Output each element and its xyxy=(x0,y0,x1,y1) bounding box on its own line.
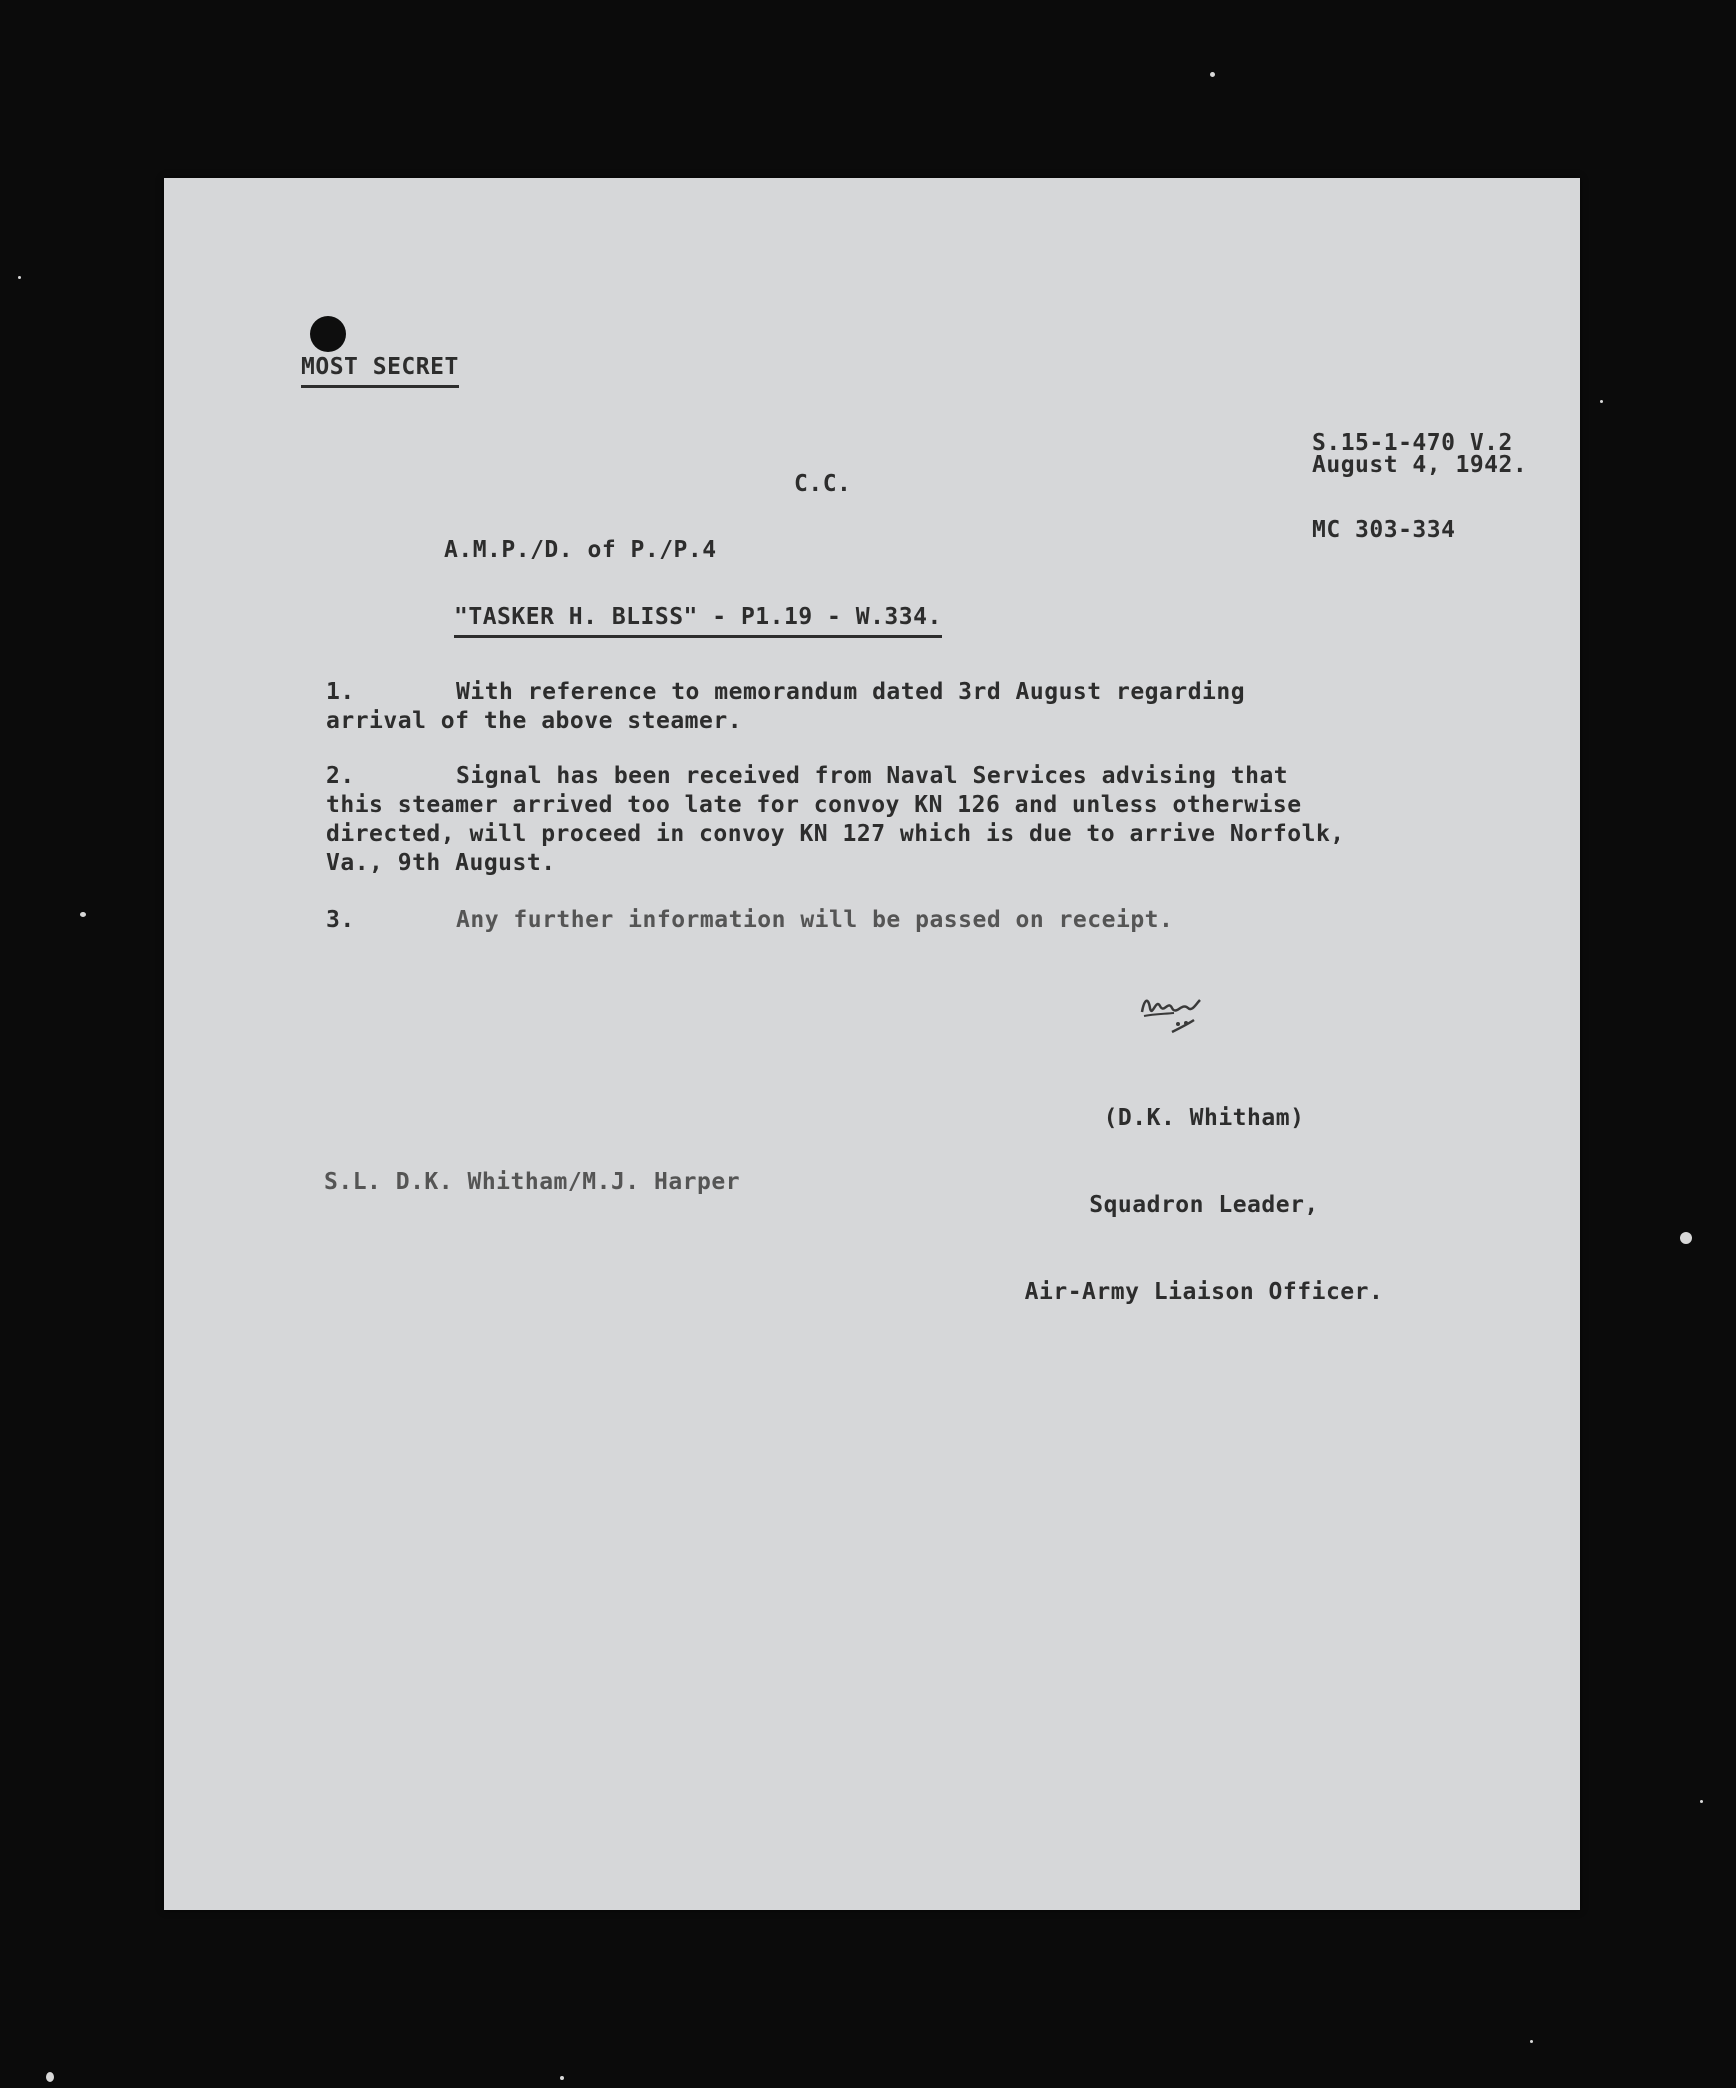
paragraph xyxy=(164,906,1174,1022)
film-speck xyxy=(1680,1232,1692,1244)
paragraph-text xyxy=(326,762,1345,878)
signatory-rank: Squadron Leader, xyxy=(1089,1192,1319,1218)
film-speck xyxy=(560,2076,564,2080)
signatory-title: Air-Army Liaison Officer. xyxy=(1024,1279,1384,1305)
file-reference xyxy=(1312,371,1513,603)
paragraph-line: this steamer arrived too late for convoy KN 126 and unless otherwise xyxy=(326,792,1302,818)
film-speck xyxy=(1530,2040,1533,2043)
signatory-name: (D.K. Whitham) xyxy=(1103,1105,1305,1131)
film-speck xyxy=(1600,400,1603,403)
paragraph-line: Signal has been received from Naval Services advising that xyxy=(456,763,1289,789)
paragraph-text xyxy=(326,906,1326,935)
document-page xyxy=(164,178,1580,1910)
signature-block xyxy=(1014,1046,1394,1365)
paragraph-line: Any further information will be passed on receipt. xyxy=(456,907,1174,933)
classification-marking: MOST SECRET xyxy=(301,353,459,388)
file-reference-line: S.15-1-470 V.2 xyxy=(1312,430,1513,456)
film-speck xyxy=(1210,72,1215,77)
subject-line: "TASKER H. BLISS" - P1.19 - W.334. xyxy=(454,603,942,638)
film-speck xyxy=(1700,1800,1703,1803)
punch-hole xyxy=(310,316,346,352)
film-speck xyxy=(18,276,21,279)
document-date: August 4, 1942. xyxy=(1312,452,1528,478)
file-reference-line: MC 303-334 xyxy=(1312,517,1456,543)
routing-marking: C.C. xyxy=(794,471,852,497)
film-speck xyxy=(80,912,86,917)
paragraph-number: 3. xyxy=(326,907,355,933)
paragraph-line: Va., 9th August. xyxy=(326,850,556,876)
distribution-line: S.L. D.K. Whitham/M.J. Harper xyxy=(324,1169,741,1195)
paragraph-line: arrival of the above steamer. xyxy=(326,708,743,734)
paragraph-line: directed, will proceed in convoy KN 127 which is due to arrive Norfolk, xyxy=(326,821,1345,847)
paragraph-text xyxy=(326,678,1326,736)
paragraph-number: 1. xyxy=(326,679,355,705)
addressee: A.M.P./D. of P./P.4 xyxy=(444,537,717,563)
handwritten-initials xyxy=(1134,978,1214,1048)
film-speck xyxy=(46,2072,54,2082)
paragraph-number: 2. xyxy=(326,763,355,789)
paragraph xyxy=(164,762,1345,878)
paragraph-line: With reference to memorandum dated 3rd August regarding xyxy=(456,679,1246,705)
